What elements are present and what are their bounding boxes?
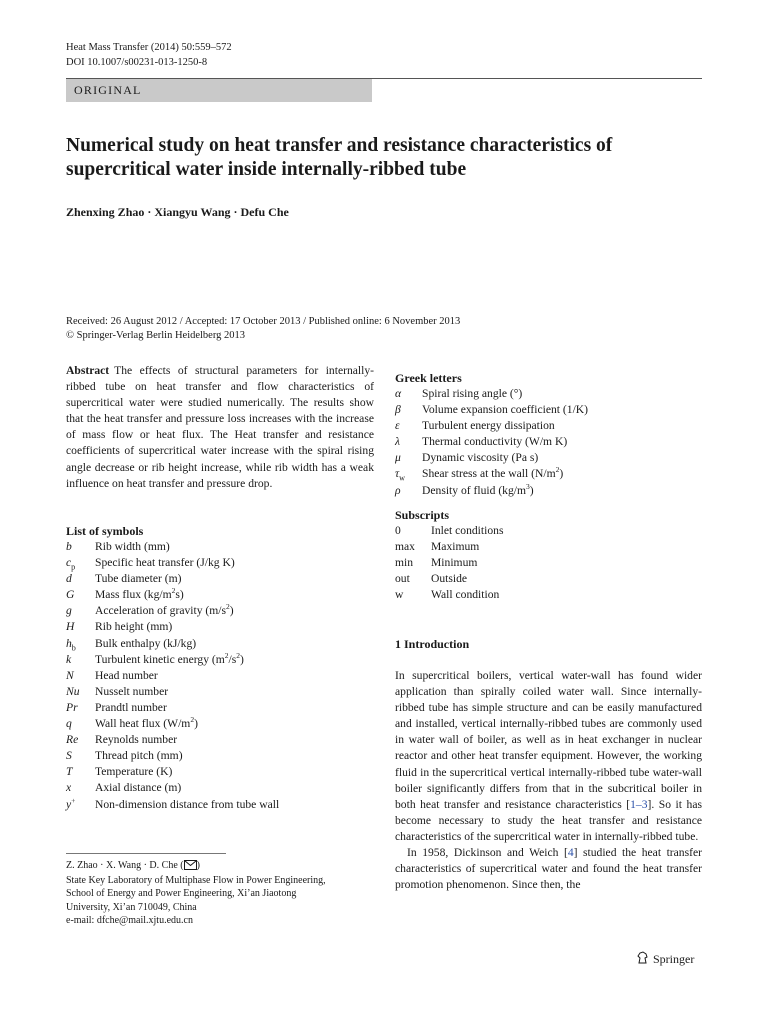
subscripts-table [395,523,705,603]
publisher-name: Springer [653,952,695,966]
greek-description: Density of fluid $(kg/m^3)$ [422,481,534,497]
subscript-description: Maximum [431,540,480,554]
symbol-row [66,636,376,652]
symbol-row [66,587,376,603]
intro-p2-text-a: In 1958, Dickinson and Weich [ [407,846,568,860]
affiliation-names [66,859,376,874]
author-names-close: ) [196,860,200,871]
intro-p1-text-a: In supercritical boilers, vertical water-wall has found wider application than spirally coiled water wall. Since internally-ribbed tube has simple structure and can be easily manufactured and installed, vertical internally-ribbed tubes are commonly used in water wall of boiler, as well as in heat exchanger in nuclear reactor and other heat transfer equipment. However, the working fluid in the supercritical vertical internally-ribbed tube water-wall boiler significantly differs from that in the subcritical boiler in both heat transfer and resistance characteristics [ [395,669,702,811]
greek-symbol: β [395,403,401,417]
symbol-description: Tube diameter (m) [95,572,182,586]
greek-description: Turbulent energy dissipation [422,419,555,433]
paper-title: Numerical study on heat transfer and resistance characteristics of supercritical water inside internally-ribbed tube [66,135,613,180]
symbol-row [66,732,376,748]
symbol-description: Prandtl number [95,700,167,714]
subscript-symbol: max [395,540,415,554]
journal-citation: Heat Mass Transfer (2014) 50:559–572 [66,42,232,53]
symbol-symbol: Re [66,733,79,747]
symbol-description: Temperature (K) [95,765,173,779]
greek-symbol: ρ [395,483,401,497]
dates-line: Received: 26 August 2012 / Accepted: 17 October 2013 / Published online: 6 November 2013 [66,316,461,327]
greek-description: Dynamic viscosity (Pa s) [422,451,539,465]
greek-description: Thermal conductivity (W/m K) [422,435,568,449]
greek-row [395,402,705,418]
symbol-description: Thread pitch (mm) [95,749,183,763]
abstract [66,363,374,492]
greek-table [395,386,705,499]
envelope-icon[interactable] [184,860,197,874]
symbol-description: Bulk enthalpy (kJ/kg) [95,636,197,650]
symbol-description: Mass flux $(kg/m^2s)$ [95,586,184,602]
greek-row [395,386,705,402]
subscript-description: Outside [431,572,468,586]
symbol-symbol: S [66,749,72,763]
symbol-symbol: q [66,717,72,731]
reference-link-1-3[interactable]: 1–3 [630,797,648,811]
greek-letters [395,371,705,499]
symbol-symbol: y+ [66,795,76,811]
subscripts [395,508,705,603]
intro-paragraph-2 [395,845,702,893]
reference-link-4[interactable]: 4 [567,846,574,860]
symbol-row [66,716,376,732]
symbol-row [66,700,376,716]
affiliation-line-1: State Key Laboratory of Multiphase Flow in Power Engineering, [66,875,326,887]
subscript-row [395,555,705,571]
greek-symbol: ε [395,419,400,433]
article-type-banner: ORIGINAL [66,79,372,102]
greek-description: Spiral rising angle (°) [422,387,523,400]
symbol-description: Head number [95,668,158,682]
intro-p1-text-b: ]. So it has become necessary to study the heat transfer and resistance characteristics of the supercritical water in internally-ribbed tube. [395,797,702,843]
list-of-symbols [66,524,376,813]
email[interactable]: e-mail: dfche@mail.xjtu.edu.cn [66,914,193,926]
abstract-text: The effects of structural parameters for internally-ribbed tube on heat transfer and flow characteristics of supercritical water were studied numerically. The results show that the heat transfer and pressure loss increases with the increase of mass flow or heat flux. The Heat transfer and resistance coefficients of supercritical water increase with the spiral rising angle decrease or rib height increase, while rib width has a weak influence on heat transfer and pressure drop. [66,364,374,490]
greek-symbol: α [395,387,402,400]
symbol-row [66,539,376,555]
greek-description: Volume expansion coefficient (1/K) [422,403,589,417]
subscript-symbol: min [395,556,414,570]
subscript-row [395,539,705,555]
abstract-label: Abstract [66,364,110,377]
greek-row [395,466,705,482]
publication-dates [66,315,460,343]
footnote-rule [66,853,226,854]
subscript-description: Minimum [431,556,478,570]
symbol-description: Axial distance (m) [95,781,182,795]
symbol-symbol: g [66,604,72,618]
symbol-row [66,764,376,780]
subscripts-heading: Subscripts [395,508,450,522]
symbol-description: Rib width (mm) [95,540,170,553]
symbol-row [66,652,376,668]
symbol-symbol: Pr [66,700,78,714]
symbol-description: Acceleration of gravity $(m/s^2)$ [95,602,234,618]
journal-info [66,40,232,70]
symbol-description: Reynolds number [95,733,178,747]
author-names: Z. Zhao · X. Wang · D. Che ( [66,860,184,871]
symbol-symbol: x [66,781,72,795]
greek-row [395,483,705,499]
symbol-symbol: N [66,668,74,682]
symbol-description: Nusselt number [95,684,169,698]
symbol-row [66,748,376,764]
subscript-row [395,571,705,587]
symbol-row [66,668,376,684]
greek-symbol: λ [395,435,401,449]
greek-symbol: μ [395,451,401,465]
affiliation-line-2: School of Energy and Power Engineering, Xi’an Jiaotong [66,888,297,900]
greek-symbol: $\tau_w$ [395,467,406,483]
symbol-description: Turbulent kinetic energy $(m^2/s^2)$ [95,650,244,666]
symbol-symbol: b [66,540,72,553]
symbol-description: Wall heat flux $(W/m^2)$ [95,715,198,731]
affiliation-line-3: University, Xi’an 710049, China [66,901,197,913]
symbol-row [66,555,376,571]
subscript-row [395,587,705,603]
symbol-description: Non-dimension distance from tube wall [95,797,280,811]
symbol-symbol: Nu [66,684,80,698]
symbol-symbol: d [66,572,72,586]
symbol-row [66,571,376,587]
affiliation [66,859,376,927]
subscript-symbol: out [395,572,410,586]
symbol-row [66,797,376,813]
symbol-symbol: $c_p$ [66,556,76,572]
copyright-line: © Springer-Verlag Berlin Heidelberg 2013 [66,330,246,341]
symbol-symbol: $h_b$ [66,636,76,652]
symbol-row [66,780,376,796]
intro-p2-text-b: ] studied the heat transfer characteristics of supercritical water and found the heat transfer promotion phenomenon. Since then, the [395,846,702,892]
symbol-row [66,684,376,700]
introduction-text [395,668,702,893]
greek-row [395,450,705,466]
greek-row [395,434,705,450]
author-list: Zhenxing Zhao · Xiangyu Wang · Defu Che [66,205,289,219]
subscript-symbol: 0 [395,524,401,537]
greek-heading: Greek letters [395,371,462,385]
subscript-description: Inlet conditions [431,524,504,537]
symbol-symbol: H [66,620,75,634]
symbol-symbol: T [66,765,73,779]
symbol-description: Rib height (mm) [95,620,173,634]
symbol-symbol: k [66,652,72,666]
doi[interactable]: DOI 10.1007/s00231-013-1250-8 [66,57,208,68]
symbol-row [66,619,376,635]
symbol-symbol: G [66,588,75,602]
greek-row [395,418,705,434]
introduction-heading: 1 Introduction [395,637,470,651]
symbol-description: Specific heat transfer (J/kg K) [95,556,235,570]
symbols-heading: List of symbols [66,524,144,538]
springer-horse-icon [636,951,649,968]
greek-description: Shear stress at the wall $(N/m^2)$ [422,465,564,481]
symbols-table [66,539,376,813]
publisher-logo [636,951,694,968]
symbol-row [66,603,376,619]
subscript-row [395,523,705,539]
subscript-symbol: w [395,588,404,602]
intro-paragraph-1 [395,668,702,845]
subscript-description: Wall condition [431,588,500,602]
